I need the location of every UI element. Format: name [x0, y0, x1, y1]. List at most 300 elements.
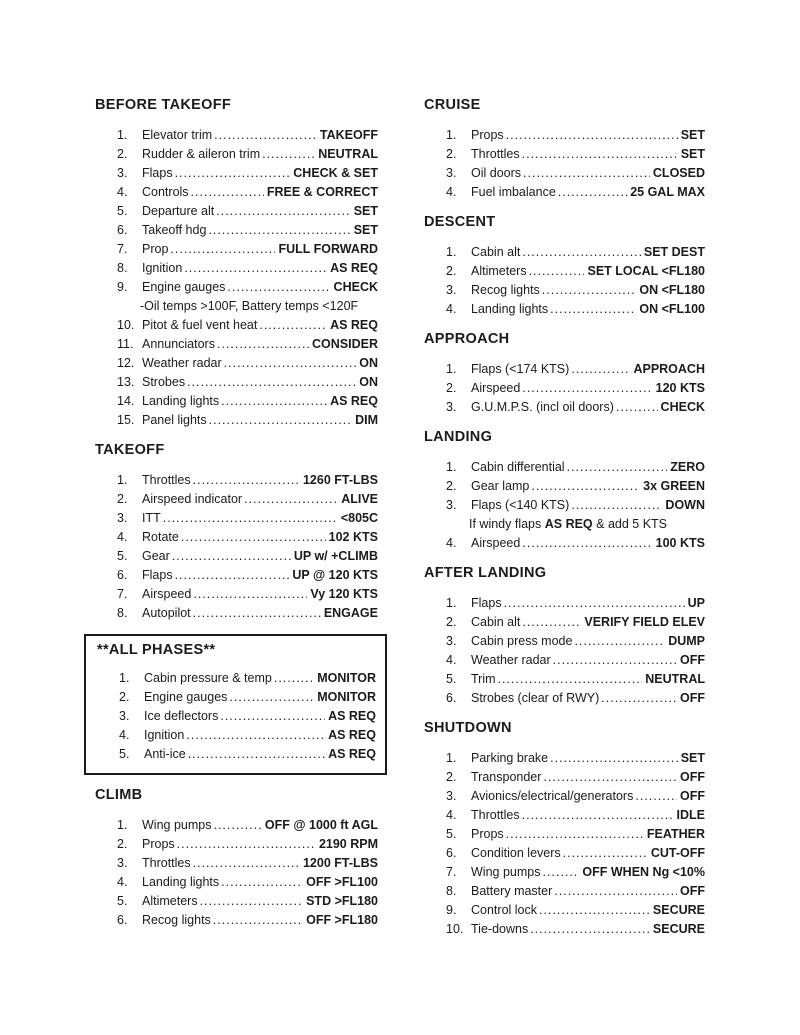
- item-value: SECURE: [652, 922, 705, 936]
- column-right: [424, 96, 705, 950]
- item-line: [471, 534, 705, 553]
- item-line: [471, 613, 705, 632]
- item-number: 7.: [117, 242, 128, 256]
- item-number: 3.: [119, 709, 130, 723]
- checklist-item: [95, 835, 378, 854]
- item-line: [471, 749, 705, 768]
- item-value: CLOSED: [652, 166, 705, 180]
- item-name: Ice deflectors: [144, 709, 219, 723]
- checklist-item: [95, 392, 378, 411]
- item-value: TAKEOFF: [319, 128, 378, 142]
- dot-leader: [563, 844, 648, 863]
- item-line: [142, 528, 378, 547]
- item-value: OFF: [680, 884, 705, 898]
- dot-leader: [274, 669, 314, 688]
- item-name: Weather radar: [471, 653, 551, 667]
- item-name: Cabin pressure & temp: [144, 671, 272, 685]
- item-name: Gear: [142, 549, 170, 563]
- dot-leader: [262, 145, 315, 164]
- dot-leader: [216, 202, 350, 221]
- item-value: ENGAGE: [323, 606, 378, 620]
- item-value: SET DEST: [643, 245, 705, 259]
- checklist-section: [95, 441, 378, 623]
- item-number: 2.: [446, 479, 457, 493]
- item-number: 1.: [117, 473, 128, 487]
- item-line: [471, 281, 705, 300]
- checklist-item: [95, 854, 378, 873]
- checklist-item: [424, 651, 705, 670]
- dot-leader: [193, 585, 307, 604]
- item-line: [471, 787, 705, 806]
- item-value: 1260 FT-LBS: [302, 473, 378, 487]
- item-number: 5.: [119, 747, 130, 761]
- dot-leader: [506, 825, 644, 844]
- section-items: [95, 816, 378, 930]
- checklist-item: [424, 262, 705, 281]
- dot-leader: [217, 335, 309, 354]
- section-title: **ALL PHASES**: [97, 642, 216, 658]
- dot-leader: [200, 892, 304, 911]
- item-number: 3.: [446, 166, 457, 180]
- item-value: SECURE: [652, 903, 705, 917]
- item-line: [471, 632, 705, 651]
- section-title: BEFORE TAKEOFF: [95, 97, 232, 113]
- checklist-item: [95, 202, 378, 221]
- item-number: 6.: [446, 846, 457, 860]
- checklist-section: [424, 564, 705, 708]
- item-name: Props: [471, 827, 504, 841]
- item-name: Cabin differential: [471, 460, 565, 474]
- item-number: 5.: [446, 672, 457, 686]
- dot-leader: [529, 262, 585, 281]
- item-number: 2.: [117, 837, 128, 851]
- item-line: [471, 262, 705, 281]
- item-name: Throttles: [471, 147, 520, 161]
- dot-leader: [530, 920, 650, 939]
- item-name: Panel lights: [142, 413, 207, 427]
- item-value: SET: [353, 223, 378, 237]
- item-name: Tie-downs: [471, 922, 529, 936]
- checklist-item: [424, 183, 705, 202]
- item-line: [142, 145, 378, 164]
- item-number: 1.: [446, 460, 457, 474]
- dot-leader: [571, 496, 662, 515]
- checklist-item: [95, 240, 378, 259]
- item-value: AS REQ: [328, 747, 376, 761]
- item-value: CONSIDER: [312, 337, 378, 351]
- item-number: 1.: [117, 128, 128, 142]
- item-line: [471, 863, 705, 882]
- checklist-item: [424, 613, 705, 632]
- item-name: Prop: [142, 242, 169, 256]
- checklist-section: [424, 428, 705, 553]
- item-value: OFF >FL100: [306, 875, 378, 889]
- item-number: 2.: [446, 264, 457, 278]
- dot-leader: [209, 411, 352, 430]
- item-value: OFF >FL180: [306, 913, 378, 927]
- checklist-item: [95, 816, 378, 835]
- item-name: Gear lamp: [471, 479, 530, 493]
- item-value: 102 KTS: [328, 530, 378, 544]
- item-name: Condition levers: [471, 846, 561, 860]
- item-name: Autopilot: [142, 606, 191, 620]
- dot-leader: [558, 183, 627, 202]
- checklist-item: [424, 379, 705, 398]
- item-number: 1.: [117, 818, 128, 832]
- checklist-item: [95, 566, 378, 585]
- dot-leader: [259, 316, 327, 335]
- dot-leader: [193, 854, 300, 873]
- checklist-section: [95, 96, 378, 430]
- checklist-section: [424, 330, 705, 417]
- dot-leader: [550, 749, 678, 768]
- dot-leader: [213, 816, 261, 835]
- item-name: Wing pumps: [471, 865, 541, 879]
- checklist-item: [95, 278, 378, 297]
- dot-leader: [504, 594, 685, 613]
- dot-leader: [498, 670, 643, 689]
- checklist-item: [97, 745, 376, 764]
- checklist-section: [95, 786, 378, 930]
- checklist-item: [424, 243, 705, 262]
- item-line: [471, 768, 705, 787]
- item-number: 2.: [119, 690, 130, 704]
- item-value: 2190 RPM: [318, 837, 378, 851]
- checklist-item: [424, 458, 705, 477]
- item-line: [471, 651, 705, 670]
- item-line: [471, 882, 705, 901]
- section-items: [95, 126, 378, 430]
- item-name: Flaps (<140 KTS): [471, 498, 570, 512]
- item-value: OFF: [680, 691, 705, 705]
- item-value: SET: [680, 751, 705, 765]
- checklist-item: [95, 126, 378, 145]
- item-number: 3.: [446, 498, 457, 512]
- item-number: 7.: [117, 587, 128, 601]
- item-number: 4.: [446, 185, 457, 199]
- dot-leader: [224, 354, 357, 373]
- dot-leader: [531, 477, 640, 496]
- section-title: AFTER LANDING: [424, 565, 547, 581]
- checklist-item: [424, 768, 705, 787]
- checklist-item: [424, 787, 705, 806]
- checklist-item: [424, 689, 705, 708]
- item-number: 2.: [446, 770, 457, 784]
- item-name: Battery master: [471, 884, 553, 898]
- item-name: Trim: [471, 672, 496, 686]
- dot-leader: [522, 243, 641, 262]
- dot-leader: [163, 509, 338, 528]
- dot-leader: [188, 745, 325, 764]
- item-value: UP: [687, 596, 705, 610]
- item-name: Throttles: [142, 473, 191, 487]
- item-number: 1.: [446, 245, 457, 259]
- item-line: [142, 911, 378, 930]
- item-number: 3.: [117, 511, 128, 525]
- item-name: Annunciators: [142, 337, 215, 351]
- dot-leader: [191, 183, 264, 202]
- dot-leader: [181, 528, 326, 547]
- item-value: <805C: [340, 511, 378, 525]
- item-value: ON: [359, 356, 378, 370]
- dot-leader: [244, 490, 338, 509]
- item-value: FREE & CORRECT: [266, 185, 378, 199]
- item-value: ON: [359, 375, 378, 389]
- item-line: [471, 183, 705, 202]
- dot-leader: [193, 604, 321, 623]
- checklist-item: [424, 806, 705, 825]
- dot-leader: [221, 392, 327, 411]
- item-value: 25 GAL MAX: [630, 185, 705, 199]
- column-left: [95, 96, 378, 950]
- item-line: [471, 670, 705, 689]
- item-name: ITT: [142, 511, 161, 525]
- item-number: 4.: [446, 536, 457, 550]
- dot-leader: [542, 281, 637, 300]
- item-line: [471, 379, 705, 398]
- item-value: CHECK: [333, 280, 378, 294]
- checklist-item: [95, 145, 378, 164]
- checklist-item: [424, 863, 705, 882]
- item-name: Strobes: [142, 375, 186, 389]
- item-number: 4.: [446, 808, 457, 822]
- item-line: [471, 477, 705, 496]
- dot-leader: [208, 221, 350, 240]
- item-name: Altimeters: [471, 264, 527, 278]
- item-number: 4.: [446, 653, 457, 667]
- item-value: ALIVE: [341, 492, 378, 506]
- item-name: Altimeters: [142, 894, 198, 908]
- item-name: Flaps (<174 KTS): [471, 362, 570, 376]
- note-text: If windy flaps: [469, 517, 545, 531]
- checklist-item: [424, 300, 705, 319]
- item-number: 1.: [119, 671, 130, 685]
- checklist-item: [95, 471, 378, 490]
- item-value: DUMP: [668, 634, 705, 648]
- item-number: 4.: [119, 728, 130, 742]
- item-line: [142, 509, 378, 528]
- item-value: STD >FL180: [306, 894, 378, 908]
- item-name: Rotate: [142, 530, 179, 544]
- item-number: 2.: [117, 147, 128, 161]
- item-name: Flaps: [471, 596, 502, 610]
- item-number: 2.: [446, 381, 457, 395]
- item-line: [471, 145, 705, 164]
- checklist-item: [95, 585, 378, 604]
- checklist-item: [424, 496, 705, 515]
- checklist-item: [95, 373, 378, 392]
- checklist-section: [424, 96, 705, 202]
- item-name: Cabin alt: [471, 245, 521, 259]
- dot-leader: [522, 145, 678, 164]
- item-name: Recog lights: [471, 283, 540, 297]
- checklist-item: [424, 126, 705, 145]
- item-name: Airspeed: [471, 536, 521, 550]
- note-text: AS REQ: [544, 517, 593, 531]
- dot-leader: [571, 360, 630, 379]
- dot-leader: [213, 911, 303, 930]
- item-name: Recog lights: [142, 913, 211, 927]
- checklist-item: [424, 749, 705, 768]
- item-number: 5.: [446, 827, 457, 841]
- checklist-item: [95, 547, 378, 566]
- item-name: Cabin press mode: [471, 634, 573, 648]
- item-value: OFF @ 1000 ft AGL: [264, 818, 378, 832]
- checklist-item: [97, 707, 376, 726]
- item-value: OFF: [680, 789, 705, 803]
- item-name: Transponder: [471, 770, 542, 784]
- item-name: Throttles: [471, 808, 520, 822]
- item-name: Wing pumps: [142, 818, 212, 832]
- checklist-item: [95, 873, 378, 892]
- item-value: 1200 FT-LBS: [302, 856, 378, 870]
- item-name: Flaps: [142, 568, 173, 582]
- checklist-item: [424, 360, 705, 379]
- item-value: AS REQ: [330, 394, 378, 408]
- item-name: Takeoff hdg: [142, 223, 207, 237]
- checklist-item: [424, 882, 705, 901]
- item-line: [142, 604, 378, 623]
- item-line: [471, 300, 705, 319]
- item-line: [142, 183, 378, 202]
- item-name: Airspeed indicator: [142, 492, 243, 506]
- checklist-item: [95, 509, 378, 528]
- item-value: OFF: [680, 770, 705, 784]
- checklist-section: [84, 634, 387, 775]
- dot-leader: [229, 688, 314, 707]
- checklist-item: [95, 335, 378, 354]
- item-number: 3.: [446, 283, 457, 297]
- dot-leader: [550, 300, 636, 319]
- item-note: [95, 297, 378, 316]
- checklist-item: [97, 669, 376, 688]
- item-number: 14.: [117, 394, 135, 408]
- item-value: Vy 120 KTS: [310, 587, 378, 601]
- item-number: 11.: [117, 337, 134, 351]
- section-items: [424, 360, 705, 417]
- note-text: -Oil temps >100F, Battery temps <120F: [140, 299, 359, 313]
- item-line: [471, 496, 705, 515]
- item-line: [142, 335, 378, 354]
- item-name: Throttles: [142, 856, 191, 870]
- section-title: CRUISE: [424, 97, 481, 113]
- item-value: CHECK & SET: [293, 166, 378, 180]
- item-number: 1.: [446, 751, 457, 765]
- section-items: [95, 471, 378, 623]
- dot-leader: [184, 259, 327, 278]
- item-line: [142, 392, 378, 411]
- item-value: AS REQ: [330, 261, 378, 275]
- item-line: [142, 816, 378, 835]
- item-line: [142, 585, 378, 604]
- item-line: [142, 259, 378, 278]
- item-name: Flaps: [142, 166, 173, 180]
- item-number: 13.: [117, 375, 135, 389]
- item-number: 9.: [117, 280, 128, 294]
- item-name: Fuel imbalance: [471, 185, 556, 199]
- item-number: 8.: [117, 261, 128, 275]
- checklist-item: [95, 221, 378, 240]
- item-name: Props: [142, 837, 175, 851]
- dot-leader: [522, 806, 674, 825]
- item-line: [142, 490, 378, 509]
- dot-leader: [543, 768, 677, 787]
- item-name: Landing lights: [471, 302, 549, 316]
- checklist-item: [95, 528, 378, 547]
- checklist-section: [424, 213, 705, 319]
- dot-leader: [522, 534, 652, 553]
- item-number: 6.: [446, 691, 457, 705]
- item-value: OFF WHEN Ng <10%: [582, 865, 705, 879]
- item-line: [471, 398, 705, 417]
- item-value: AS REQ: [328, 709, 376, 723]
- item-name: Controls: [142, 185, 189, 199]
- checklist-item: [424, 398, 705, 417]
- dot-leader: [539, 901, 650, 920]
- item-value: SET: [353, 204, 378, 218]
- item-line: [142, 316, 378, 335]
- dot-leader: [172, 547, 291, 566]
- checklist-item: [95, 892, 378, 911]
- item-line: [471, 243, 705, 262]
- checklist-item: [95, 490, 378, 509]
- item-number: 3.: [446, 400, 457, 414]
- item-name: Control lock: [471, 903, 537, 917]
- checklist-item: [424, 920, 705, 939]
- section-title: LANDING: [424, 429, 493, 445]
- item-line: [142, 835, 378, 854]
- item-value: SET: [680, 128, 705, 142]
- item-line: [142, 471, 378, 490]
- checklist-item: [424, 901, 705, 920]
- checklist-item: [97, 688, 376, 707]
- item-line: [471, 920, 705, 939]
- item-line: [142, 240, 378, 259]
- item-line: [142, 892, 378, 911]
- checklist-item: [424, 145, 705, 164]
- item-number: 1.: [446, 596, 457, 610]
- item-line: [142, 202, 378, 221]
- checklist-item: [95, 911, 378, 930]
- dot-leader: [220, 707, 325, 726]
- item-value: NEUTRAL: [645, 672, 705, 686]
- item-number: 5.: [117, 549, 128, 563]
- item-number: 4.: [117, 185, 128, 199]
- item-value: MONITOR: [317, 671, 376, 685]
- dot-leader: [567, 458, 668, 477]
- item-number: 15.: [117, 413, 135, 427]
- item-value: SET: [680, 147, 705, 161]
- item-number: 7.: [446, 865, 457, 879]
- item-line: [471, 901, 705, 920]
- item-value: 3x GREEN: [643, 479, 705, 493]
- dot-leader: [554, 882, 677, 901]
- item-name: Airspeed: [142, 587, 192, 601]
- section-items: [424, 126, 705, 202]
- item-number: 1.: [446, 128, 457, 142]
- item-value: AS REQ: [330, 318, 378, 332]
- section-items: [424, 458, 705, 553]
- section-items: [97, 669, 376, 764]
- item-name: Landing lights: [142, 875, 220, 889]
- item-line: [142, 854, 378, 873]
- checklist-item: [95, 164, 378, 183]
- item-line: [142, 221, 378, 240]
- checklist-item: [424, 670, 705, 689]
- item-name: Engine gauges: [142, 280, 226, 294]
- dot-leader: [170, 240, 275, 259]
- item-name: Airspeed: [471, 381, 521, 395]
